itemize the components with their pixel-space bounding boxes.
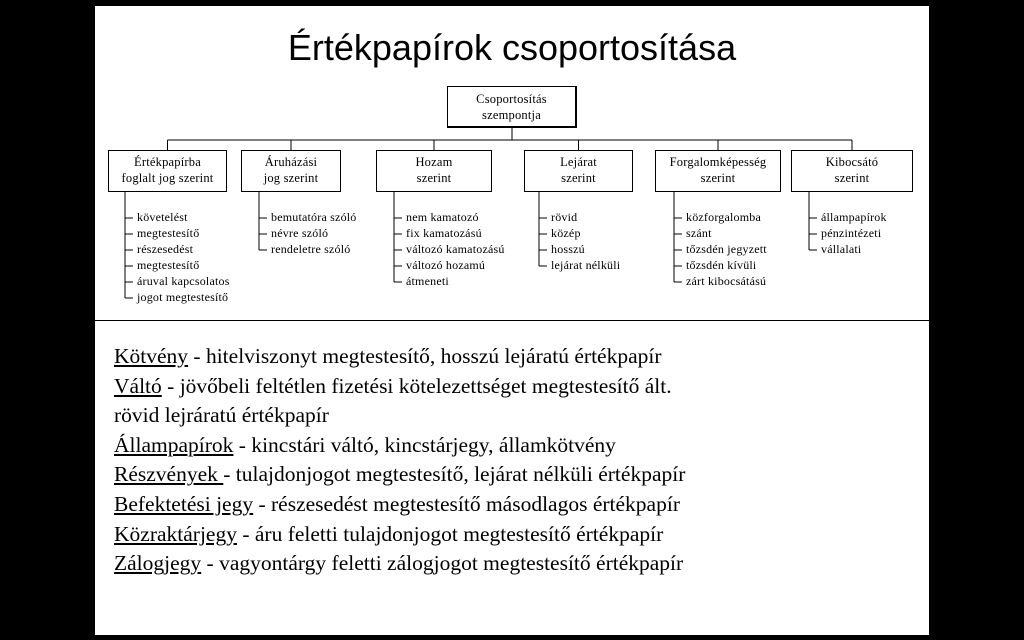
definition-text: - kincstári váltó, kincstárjegy, államkötvény (233, 432, 616, 457)
subitems-hozam (406, 209, 505, 289)
subitem: zárt kibocsátású (686, 274, 767, 288)
category-label-line2: szerint (416, 171, 452, 185)
category-label-line2: szerint (561, 171, 596, 185)
category-label-line2: jog szerint (263, 171, 319, 185)
subitem: megtestesítő (137, 226, 200, 240)
subitem: rövid (551, 210, 578, 224)
root-label-line2: szempontja (482, 108, 541, 122)
definition-line (114, 520, 685, 550)
category-box-lejarat (524, 150, 633, 192)
subitem: lejárat nélküli (551, 258, 621, 272)
definitions-list (114, 342, 685, 579)
definition-text: - tulajdonjogot megtestesítő, lejárat nélküli értékpapír (223, 462, 686, 487)
definition-line (114, 342, 685, 372)
definition-text: - áru feletti tulajdonjogot megtestesítő értékpapír (236, 521, 664, 546)
category-box-kibocsato (791, 150, 913, 192)
definition-term: Kötvény (114, 344, 189, 368)
subitems-forgalomkepesseg (686, 209, 767, 289)
subitems-jog (137, 209, 230, 305)
category-box-forgalomkepesseg (655, 150, 781, 192)
definition-line (114, 431, 685, 461)
definition-term: Részvények (114, 462, 224, 487)
subitems-aruhazasi (271, 209, 357, 257)
category-label-line2: szerint (700, 171, 736, 185)
subitem: közforgalomba (686, 210, 762, 224)
subitem: tőzsdén jegyzett (686, 242, 767, 256)
category-label-line1: Kibocsátó (825, 155, 879, 169)
definition-line (114, 549, 685, 579)
subitem: változó hozamú (406, 258, 486, 272)
definition-line (114, 372, 685, 402)
subitem: változó kamatozású (406, 242, 505, 256)
subitem: vállalati (821, 242, 862, 256)
category-label-line1: Értékpapírba (134, 155, 201, 169)
subitem: névre szóló (271, 226, 329, 240)
subitem: rendeletre szóló (271, 242, 351, 256)
subitem: részesedést (137, 242, 194, 256)
definition-term: Állampapírok (114, 432, 234, 457)
definition-text: - jövőbeli feltétlen fizetési kötelezettséget megtestesítő ált. (161, 373, 672, 398)
category-label-line2: foglalt jog szerint (121, 171, 214, 185)
subitems-kibocsato (821, 209, 887, 257)
subitem: hosszú (551, 242, 585, 256)
divider (95, 320, 929, 321)
slide-title: Értékpapírok csoportosítása (287, 27, 737, 68)
subitem: pénzintézeti (821, 226, 882, 240)
subitem: közép (551, 226, 581, 240)
definition-text: - részesedést megtestesítő másodlagos értékpapír (253, 491, 680, 516)
category-box-aruhazasi (241, 150, 341, 192)
subitem: fix kamatozású (406, 226, 482, 240)
definition-text: rövid lejráratú értékpapír (114, 403, 329, 428)
definition-line (114, 460, 685, 490)
definition-text: - hitelviszonyt megtestesítő, hosszú lejáratú értékpapír (188, 344, 662, 368)
subitem: megtestesítő (137, 258, 200, 272)
category-label-line1: Forgalomképesség (669, 155, 767, 169)
definition-term: Befektetési jegy (114, 491, 254, 516)
slide (95, 6, 929, 635)
subitem: bemutatóra szóló (271, 210, 357, 224)
definition-term: Közraktárjegy (114, 521, 237, 546)
subitem: átmeneti (406, 274, 449, 288)
definition-line (114, 490, 685, 520)
subitem: nem kamatozó (406, 210, 479, 224)
subitem: követelést (137, 210, 188, 224)
definition-text: - vagyontárgy feletti zálogjogot megtestesítő értékpapír (201, 551, 684, 576)
definition-term: Zálogjegy (114, 551, 202, 576)
category-box-jog (108, 150, 227, 192)
definition-line (114, 401, 685, 431)
subitem: áruval kapcsolatos (137, 274, 230, 288)
subitem: jogot megtestesítő (137, 290, 229, 304)
category-label-line1: Hozam (415, 155, 453, 169)
category-label-line2: szerint (834, 171, 870, 185)
subitems-lejarat (551, 209, 620, 273)
category-label-line1: Áruházási (264, 155, 318, 169)
category-label-line1: Lejárat (560, 155, 597, 169)
category-box-hozam (376, 150, 492, 192)
definition-term: Váltó (114, 373, 162, 398)
root-box (447, 86, 577, 128)
subitem: tőzsdén kívüli (686, 258, 757, 272)
subitem: szánt (686, 226, 712, 240)
root-label-line1: Csoportosítás (476, 92, 547, 106)
subitem: állampapírok (821, 210, 887, 224)
